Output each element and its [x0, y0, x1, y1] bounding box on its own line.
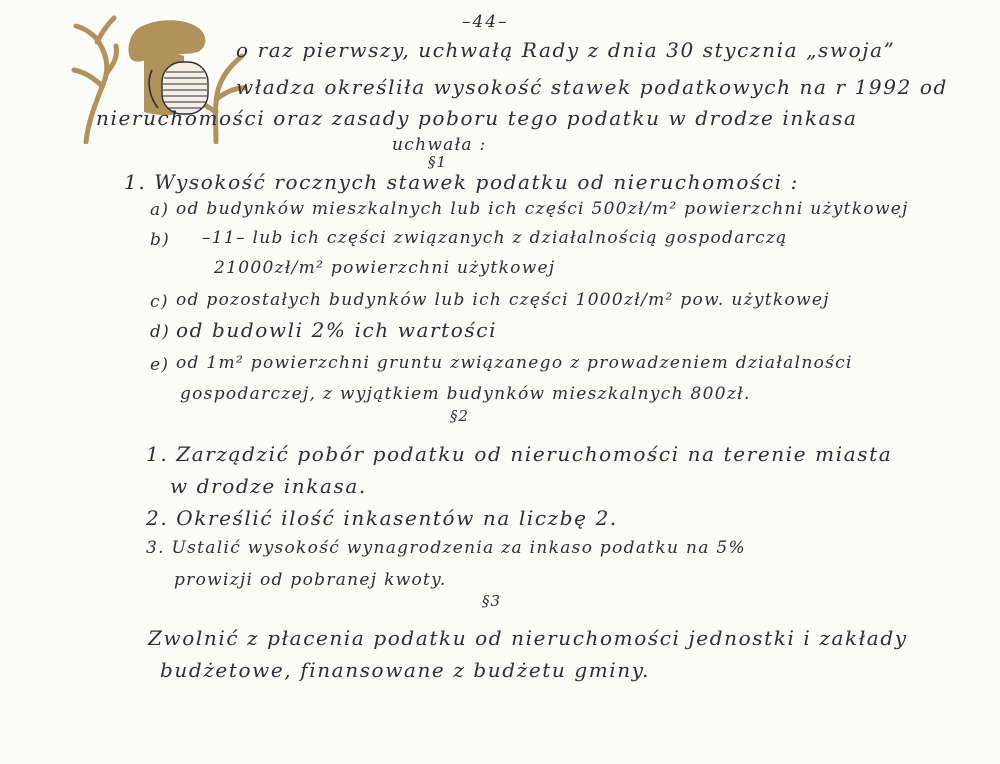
item-a-text: od budynków mieszkalnych lub ich części 500zł/m² powierzchni użytkowej [176, 199, 909, 219]
section-mark-3: §3 [482, 592, 502, 610]
item-c-letter: c) [150, 292, 169, 312]
item-a-letter: a) [150, 200, 170, 220]
item-d-text: od budowli 2% ich wartości [176, 318, 498, 342]
s2-item-2: 2. Określić ilość inkasentów na liczbę 2. [146, 506, 618, 530]
s2-item-3-continuation: prowizji od pobranej kwoty. [174, 570, 447, 590]
s2-item-3: 3. Ustalić wysokość wynagrodzenia za inkaso podatku na 5% [146, 538, 746, 558]
item-d-letter: d) [150, 322, 171, 342]
item-c-text: od pozostałych budynków lub ich części 1000zł/m² pow. użytkowej [176, 290, 830, 310]
s3-line-2: budżetowe, finansowane z budżetu gminy. [160, 658, 650, 682]
resolution-heading: uchwała : [392, 135, 487, 155]
s2-item-1-continuation: w drodze inkasa. [170, 474, 367, 498]
item-e-continuation: gospodarczej, z wyjątkiem budynków mieszkalnych 800zł. [180, 384, 751, 404]
header-line-3: nieruchomości oraz zasady poboru tego podatku w drodze inkasa [96, 106, 858, 130]
item-b-letter: b) [150, 230, 171, 250]
item-e-letter: e) [150, 355, 170, 375]
section-mark-2: §2 [450, 407, 470, 425]
header-line-1: o raz pierwszy, uchwałą Rady z dnia 30 stycznia „swoja” [236, 38, 896, 62]
s2-item-1: 1. Zarządzić pobór podatku od nieruchomości na terenie miasta [146, 442, 893, 466]
header-line-2: władza określiła wysokość stawek podatkowych na r 1992 od [236, 75, 948, 99]
item-e-text: od 1m² powierzchni gruntu związanego z prowadzeniem działalności [176, 353, 853, 373]
section-1-title: 1. Wysokość rocznych stawek podatku od nieruchomości : [124, 170, 799, 194]
section-mark-1: §1 [428, 153, 448, 171]
page-number: –44– [462, 12, 509, 32]
item-b-text: –11– lub ich części związanych z działalnością gospodarczą [202, 228, 788, 248]
s3-line-1: Zwolnić z płacenia podatku od nieruchomości jednostki i zakłady [148, 626, 908, 650]
item-b-continuation: 21000zł/m² powierzchni użytkowej [214, 258, 556, 278]
